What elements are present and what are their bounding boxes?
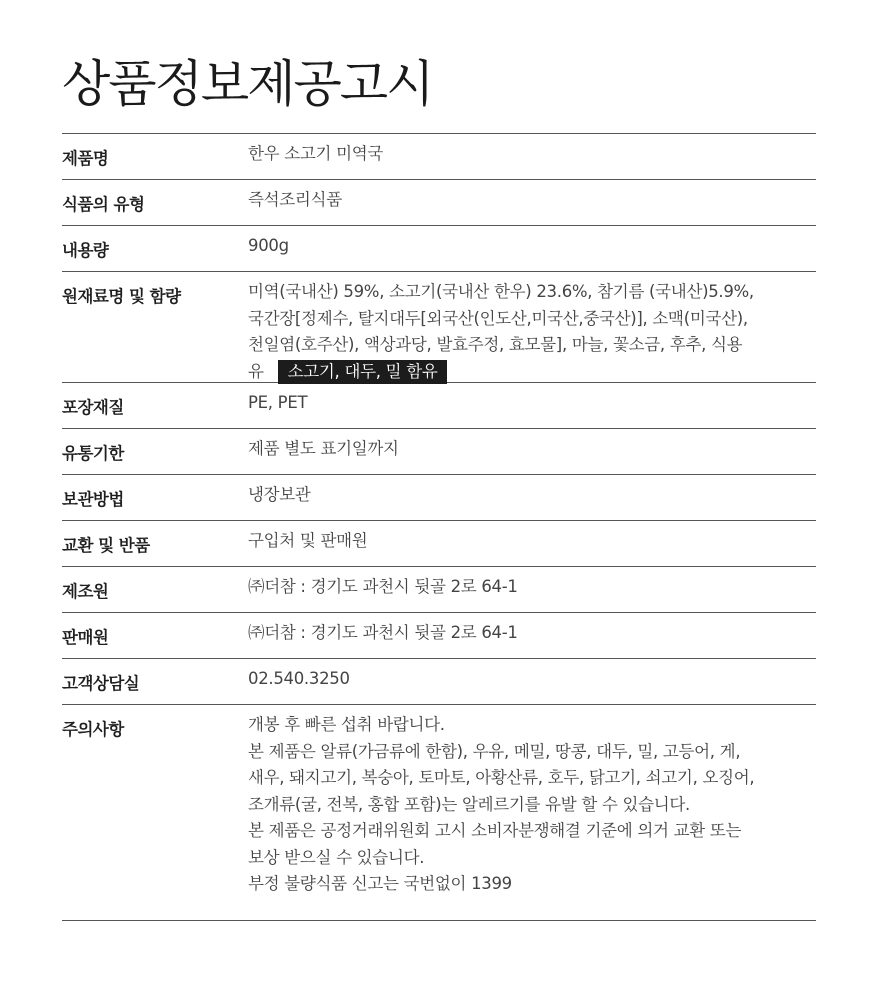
table-row: [62, 429, 816, 475]
row-label: 유통기한: [62, 444, 124, 463]
row-label: 판매원: [62, 628, 109, 647]
row-value: 제품 별도 표기일까지: [248, 439, 399, 458]
table-row: [62, 659, 816, 705]
caution-line: 부정 불량식품 신고는 국번없이 1399: [248, 874, 512, 893]
table-row: [62, 180, 816, 226]
table-row: [62, 383, 816, 429]
row-label: 포장재질: [62, 398, 124, 417]
caution-value: [248, 701, 816, 920]
row-value: ㈜더참 : 경기도 과천시 뒷골 2로 64-1: [248, 623, 518, 642]
row-label: 주의사항: [62, 720, 124, 739]
table-row: [62, 567, 816, 613]
table-row: [62, 613, 816, 659]
caution-line: 본 제품은 공정거래위원회 고시 소비자분쟁해결 기준에 의거 교환 또는: [248, 821, 742, 840]
row-value: 즉석조리식품: [248, 190, 342, 209]
row-value: 냉장보관: [248, 485, 311, 504]
row-label: 제조원: [62, 582, 109, 601]
table-row: [62, 226, 816, 272]
allergen-badge: 소고기, 대두, 밀 함유: [278, 360, 448, 384]
ingredients-line: 천일염(호주산), 액상과당, 발효주정, 효모물], 마늘, 꽃소금, 후추, 식용: [248, 335, 743, 354]
row-value: 구입처 및 판매원: [248, 531, 368, 550]
caution-line: 조개류(굴, 전복, 홍합 포함)는 알레르기를 유발 할 수 있습니다.: [248, 794, 691, 814]
row-value: 02.540.3250: [248, 669, 350, 688]
caution-line: 본 제품은 알류(가금류에 한함), 우유, 메밀, 땅콩, 대두, 밀, 고등어, 게,: [248, 741, 741, 761]
row-label: 고객상담실: [62, 674, 140, 693]
row-label: 보관방법: [62, 490, 124, 509]
table-row: [62, 521, 816, 567]
ingredients-line: 미역(국내산) 59%, 소고기(국내산 한우) 23.6%, 참기름 (국내산)5.9%,: [248, 282, 754, 301]
row-label: 제품명: [62, 149, 109, 168]
ingredients-line-end: 유: [248, 361, 264, 381]
row-value: ㈜더참 : 경기도 과천시 뒷골 2로 64-1: [248, 577, 518, 596]
table-row: [62, 475, 816, 521]
row-label: 내용량: [62, 241, 109, 260]
caution-line: 개봉 후 빠른 섭취 바랍니다.: [248, 715, 445, 734]
row-value: 한우 소고기 미역국: [248, 144, 384, 163]
row-label: 교환 및 반품: [62, 536, 150, 555]
table-row: [62, 272, 816, 383]
row-value: PE, PET: [248, 393, 308, 412]
page-title: 상품정보제공고시: [62, 55, 433, 113]
product-info-table: [62, 133, 816, 921]
ingredients-line: 국간장[정제수, 탈지대두[외국산(인도산,미국산,중국산)], 소맥(미국산),: [248, 308, 748, 328]
table-row: [62, 705, 816, 921]
ingredients-value: [248, 268, 816, 382]
row-label: 원재료명 및 함량: [62, 287, 181, 306]
table-row: [62, 134, 816, 180]
caution-line: 보상 받으실 수 있습니다.: [248, 847, 425, 867]
row-label: 식품의 유형: [62, 195, 145, 214]
row-value: 900g: [248, 236, 289, 255]
caution-line: 새우, 돼지고기, 복숭아, 토마토, 아황산류, 호두, 닭고기, 쇠고기, 오징어,: [248, 768, 755, 787]
